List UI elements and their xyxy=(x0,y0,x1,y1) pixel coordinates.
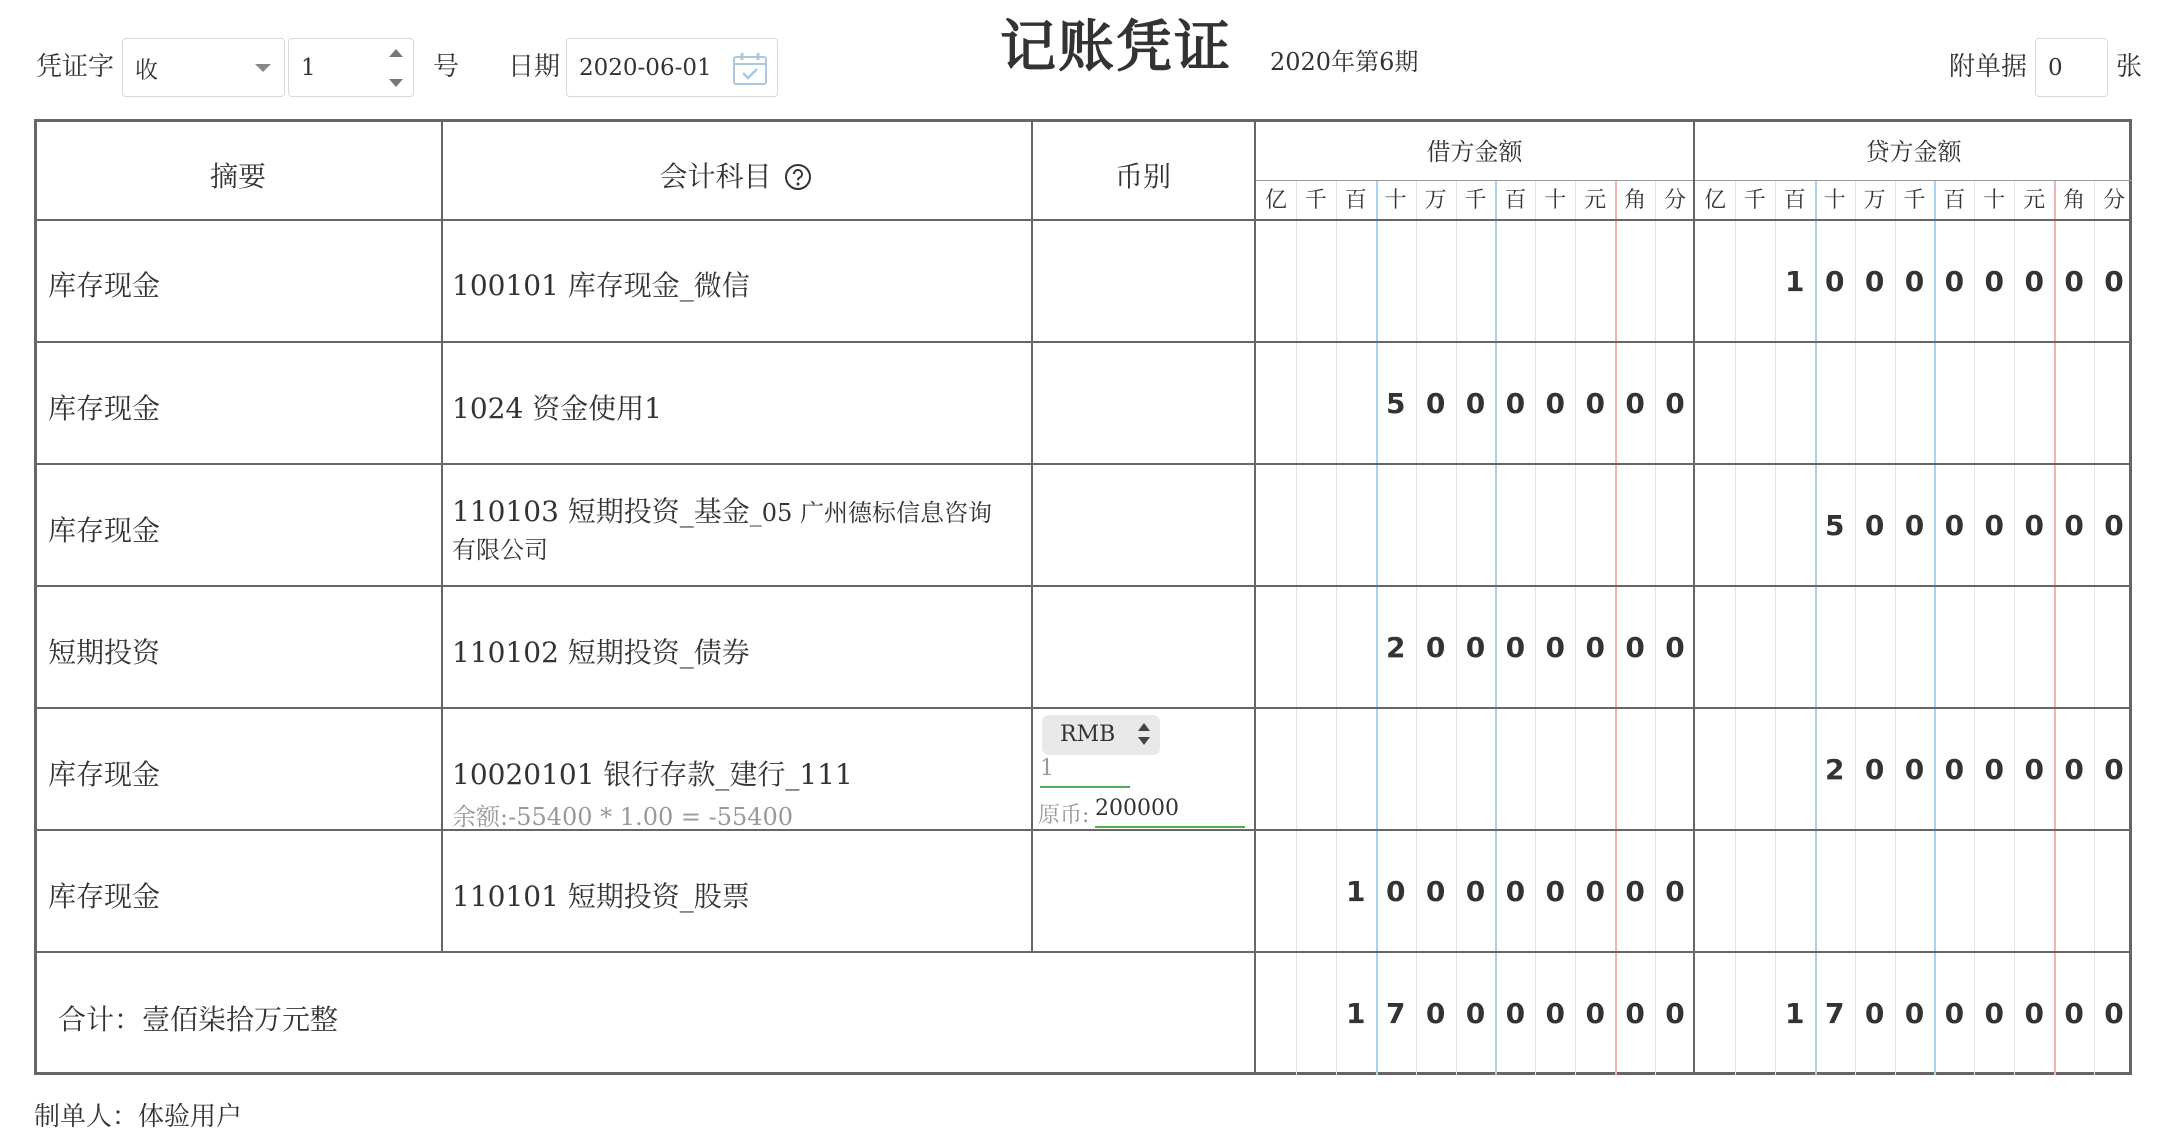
row-subject-main: 110103 短期投资_基金 xyxy=(452,495,750,528)
amount-digit: 0 xyxy=(1864,997,1885,1030)
unit-label: 亿 xyxy=(1264,188,1287,213)
row-subject[interactable]: 1024 资金使用1 xyxy=(452,392,662,425)
amount-digit: 0 xyxy=(2024,509,2044,542)
row-subject[interactable]: 100101 库存现金_微信 xyxy=(452,269,750,302)
digit-gridline xyxy=(2054,181,2056,1075)
amount-digit: 0 xyxy=(1625,631,1645,664)
amount-digit: 0 xyxy=(2024,997,2044,1030)
digit-gridline xyxy=(1495,181,1497,1075)
amount-digit: 0 xyxy=(1545,997,1566,1030)
unit-label: 角 xyxy=(2063,188,2086,213)
digit-gridline xyxy=(1336,181,1337,1075)
amount-digit: 0 xyxy=(1665,631,1685,664)
row-subject[interactable]: 10020101 银行存款_建行_111 xyxy=(452,758,853,791)
digit-gridline xyxy=(1655,181,1656,1075)
digit-gridline xyxy=(1974,181,1975,1075)
amount-digit: 0 xyxy=(1984,753,2005,786)
amount-digit: 2 xyxy=(1385,631,1406,664)
row-divider xyxy=(34,829,2132,831)
amount-digit: 0 xyxy=(2064,997,2084,1030)
attachments-suffix: 张 xyxy=(2116,52,2143,82)
amount-digit: 0 xyxy=(2064,509,2084,542)
col-header-currency: 币别 xyxy=(1114,160,1171,193)
unit-label: 千 xyxy=(1464,188,1487,213)
amount-digit: 0 xyxy=(1984,265,2005,298)
row-subject[interactable]: 110102 短期投资_债券 xyxy=(452,636,750,669)
column-divider xyxy=(1693,119,1695,1075)
amount-digit: 0 xyxy=(1505,387,1526,420)
amount-digit: 1 xyxy=(1346,875,1366,908)
stepper-down-icon[interactable] xyxy=(389,79,403,87)
row-divider xyxy=(34,219,2132,221)
voucher-word-label: 凭证字 xyxy=(36,52,115,82)
attachments-value: 0 xyxy=(2048,54,2063,81)
unit-label: 万 xyxy=(1424,188,1447,213)
row-divider xyxy=(34,707,2132,709)
amount-digit: 0 xyxy=(2104,997,2124,1030)
amount-digit: 0 xyxy=(1385,875,1406,908)
digit-gridline xyxy=(1855,181,1856,1075)
digit-gridline xyxy=(2014,181,2015,1075)
amount-digit: 0 xyxy=(2064,753,2084,786)
period-label: 2020年第6期 xyxy=(1270,48,1419,76)
amount-digit: 0 xyxy=(1904,997,1925,1030)
calendar-icon[interactable] xyxy=(732,52,768,86)
amount-digit: 1 xyxy=(1785,997,1805,1030)
amount-digit: 0 xyxy=(1465,997,1486,1030)
amount-digit: 0 xyxy=(1505,875,1526,908)
row-divider xyxy=(34,951,2132,953)
amount-digit: 0 xyxy=(1585,387,1605,420)
amount-digit: 0 xyxy=(1904,753,1925,786)
voucher-number-input[interactable] xyxy=(288,38,414,97)
row-summary[interactable]: 库存现金 xyxy=(48,514,161,547)
amount-digit: 0 xyxy=(1665,875,1685,908)
digit-gridline xyxy=(1535,181,1536,1075)
amount-digit: 1 xyxy=(1346,997,1366,1030)
amount-digit: 7 xyxy=(1385,997,1406,1030)
row-subject[interactable] xyxy=(452,490,992,530)
date-value: 2020-06-01 xyxy=(579,54,712,81)
amount-digit: 0 xyxy=(1585,997,1605,1030)
row-summary[interactable]: 库存现金 xyxy=(48,880,161,913)
amount-digit: 0 xyxy=(1984,509,2005,542)
unit-label: 亿 xyxy=(1703,188,1726,213)
amount-digit: 0 xyxy=(1425,997,1446,1030)
col-header-credit: 贷方金额 xyxy=(1865,138,1962,166)
col-header-debit: 借方金额 xyxy=(1426,138,1523,166)
column-divider xyxy=(1031,119,1033,951)
amount-digit: 0 xyxy=(1625,997,1645,1030)
amount-digit: 0 xyxy=(1944,997,1965,1030)
amount-digit: 0 xyxy=(1425,631,1446,664)
amount-digit: 2 xyxy=(1824,753,1845,786)
row-summary[interactable]: 库存现金 xyxy=(48,269,161,302)
amount-digit: 0 xyxy=(1425,875,1446,908)
amount-digit: 0 xyxy=(1944,753,1965,786)
column-divider xyxy=(1254,119,1256,1075)
balance-hint: 余额:-55400 * 1.00 = -55400 xyxy=(452,803,794,831)
amount-digit: 0 xyxy=(1984,997,2005,1030)
help-circle-icon[interactable] xyxy=(784,163,812,191)
digit-gridline xyxy=(1296,181,1297,1075)
amount-digit: 0 xyxy=(1904,509,1925,542)
row-divider xyxy=(34,341,2132,343)
row-divider xyxy=(34,463,2132,465)
digit-gridline xyxy=(1735,181,1736,1075)
amount-digit: 0 xyxy=(1944,265,1965,298)
amount-digit: 0 xyxy=(2064,265,2084,298)
amount-digit: 0 xyxy=(1545,387,1566,420)
row-subject-aux-line2: 有限公司 xyxy=(452,536,548,564)
attachments-input[interactable] xyxy=(2035,38,2108,97)
amount-digit: 0 xyxy=(1545,875,1566,908)
amount-digit: 0 xyxy=(1465,631,1486,664)
amount-digit: 5 xyxy=(1824,509,1845,542)
amount-digit: 0 xyxy=(1665,387,1685,420)
original-amount-label: 原币: xyxy=(1038,803,1090,828)
amount-digit: 0 xyxy=(1625,875,1645,908)
unit-label: 千 xyxy=(1304,188,1327,213)
row-subject-aux: _05 广州德标信息咨询 xyxy=(749,499,992,527)
chevron-down-icon xyxy=(255,64,271,72)
unit-label: 分 xyxy=(2102,188,2125,213)
col-header-subject xyxy=(441,155,1031,195)
attachments-label: 附单据 xyxy=(1949,52,2028,82)
amount-digit: 0 xyxy=(1864,509,1885,542)
amount-digit: 0 xyxy=(1585,875,1605,908)
amount-digit: 0 xyxy=(1585,631,1605,664)
digit-gridline xyxy=(1376,181,1378,1075)
currency-value: RMB xyxy=(1060,722,1116,747)
amount-digit: 0 xyxy=(1625,387,1645,420)
col-header-subject-label: 会计科目 xyxy=(659,160,772,193)
original-amount-input[interactable] xyxy=(1095,796,1245,828)
amount-digit: 0 xyxy=(1864,753,1885,786)
unit-label: 元 xyxy=(2023,188,2046,213)
original-amount-value: 200000 xyxy=(1095,796,1179,821)
voucher-table xyxy=(34,119,2132,1075)
currency-select[interactable] xyxy=(1042,715,1160,755)
unit-label: 元 xyxy=(1584,188,1607,213)
col-header-summary: 摘要 xyxy=(209,160,266,193)
unit-label: 千 xyxy=(1903,188,1926,213)
amount-digit: 0 xyxy=(1904,265,1925,298)
voucher-header xyxy=(0,0,2168,120)
row-summary[interactable]: 短期投资 xyxy=(48,636,161,669)
unit-label: 十 xyxy=(1823,188,1846,213)
voucher-number-value: 1 xyxy=(301,54,316,81)
amount-digit: 0 xyxy=(1944,509,1965,542)
unit-label: 百 xyxy=(1943,188,1966,213)
unit-label: 百 xyxy=(1504,188,1527,213)
amount-digit: 0 xyxy=(2104,509,2124,542)
maker-label: 制单人：体验用户 xyxy=(34,1102,243,1132)
stepper-up-icon[interactable] xyxy=(389,49,403,57)
exchange-rate-value: 1 xyxy=(1040,756,1054,781)
amount-digit: 0 xyxy=(1505,997,1526,1030)
exchange-rate-input[interactable] xyxy=(1040,756,1130,788)
digit-gridline xyxy=(1775,181,1776,1075)
digit-gridline xyxy=(1815,181,1817,1075)
date-input[interactable] xyxy=(566,38,778,97)
digit-gridline xyxy=(1934,181,1936,1075)
amount-digit: 0 xyxy=(1465,875,1486,908)
number-suffix: 号 xyxy=(433,52,460,82)
row-summary[interactable]: 库存现金 xyxy=(48,392,161,425)
digit-gridline xyxy=(1895,181,1896,1075)
row-divider xyxy=(34,585,2132,587)
digit-gridline xyxy=(2094,181,2095,1075)
unit-label: 百 xyxy=(1783,188,1806,213)
digit-gridline xyxy=(1615,181,1617,1075)
amount-digit: 0 xyxy=(1864,265,1885,298)
amount-digit: 0 xyxy=(1545,631,1566,664)
unit-label: 万 xyxy=(1863,188,1886,213)
amount-digit: 1 xyxy=(1785,265,1805,298)
total-label: 合计：壹佰柒拾万元整 xyxy=(58,1003,339,1036)
amount-digit: 0 xyxy=(2024,753,2044,786)
unit-label: 十 xyxy=(1544,188,1567,213)
amount-digit: 0 xyxy=(2024,265,2044,298)
digit-gridline xyxy=(1416,181,1417,1075)
unit-label: 千 xyxy=(1743,188,1766,213)
unit-label: 角 xyxy=(1624,188,1647,213)
unit-label: 十 xyxy=(1384,188,1407,213)
amount-digit: 0 xyxy=(2104,265,2124,298)
row-summary[interactable]: 库存现金 xyxy=(48,758,161,791)
amount-digit: 0 xyxy=(1824,265,1845,298)
unit-label: 分 xyxy=(1663,188,1686,213)
amount-digit: 0 xyxy=(1505,631,1526,664)
date-label: 日期 xyxy=(508,52,561,82)
column-divider xyxy=(441,119,443,951)
voucher-word-value: 收 xyxy=(135,57,158,83)
voucher-word-select[interactable] xyxy=(122,38,285,97)
amount-digit: 0 xyxy=(1465,387,1486,420)
digit-gridline xyxy=(1456,181,1457,1075)
amount-digit: 0 xyxy=(1665,997,1685,1030)
amount-digit: 5 xyxy=(1385,387,1406,420)
unit-label: 十 xyxy=(1983,188,2006,213)
page-title: 记账凭证 xyxy=(1000,14,1232,80)
amount-digit: 0 xyxy=(1425,387,1446,420)
amount-digit: 7 xyxy=(1824,997,1845,1030)
row-subject[interactable]: 110101 短期投资_股票 xyxy=(452,880,750,913)
digit-gridline xyxy=(1575,181,1576,1075)
select-arrows-icon xyxy=(1138,723,1150,749)
unit-label: 百 xyxy=(1344,188,1367,213)
amount-digit: 0 xyxy=(2104,753,2124,786)
